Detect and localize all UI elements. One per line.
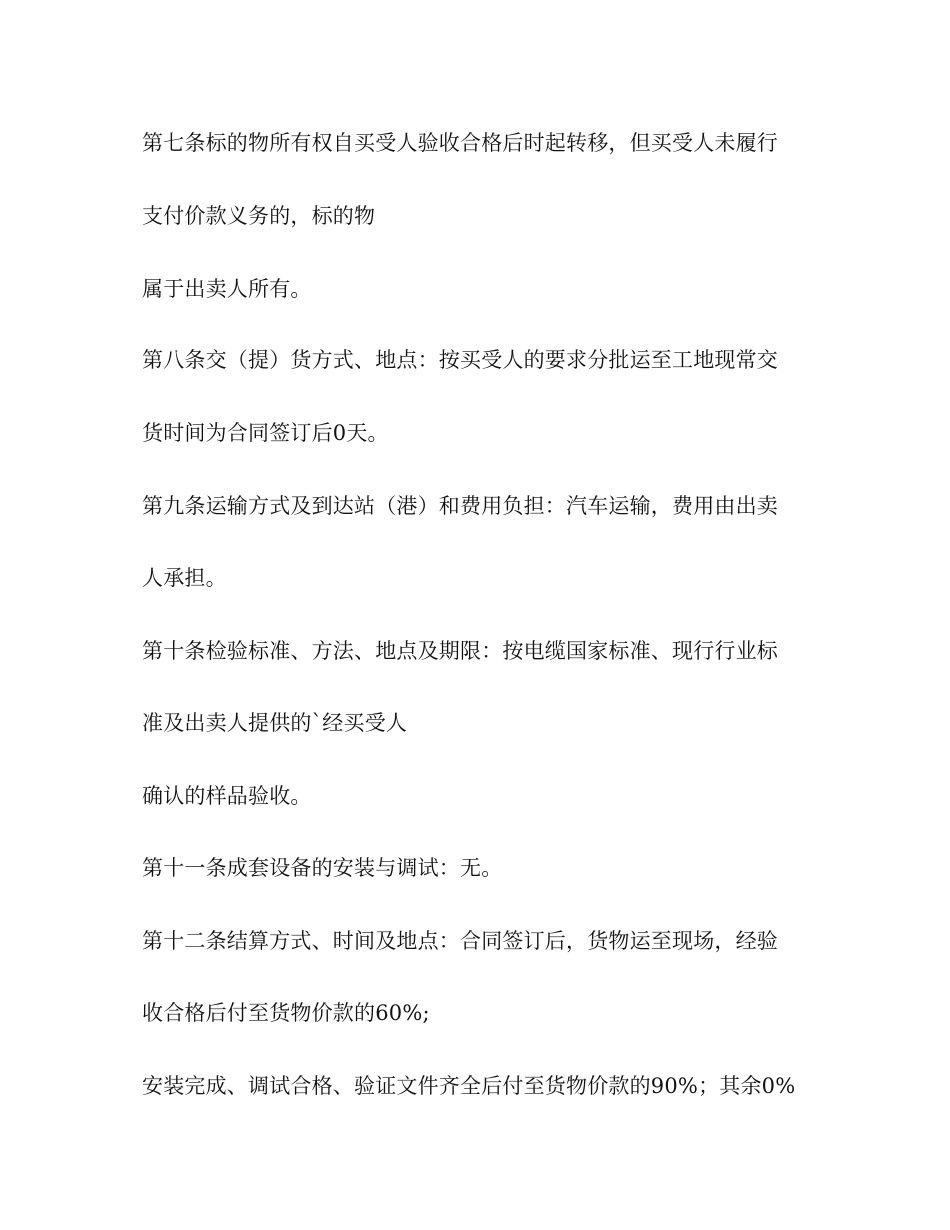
text-line: 第十条检验标准、方法、地点及期限：按电缆国家标准、现行行业标 bbox=[142, 639, 778, 663]
text-line: 第十二条结算方式、时间及地点：合同签订后，货物运至现场，经验 bbox=[142, 929, 778, 953]
text-line: 安装完成、调试合格、验证文件齐全后付至货物价款的90%；其余0% bbox=[142, 1074, 796, 1098]
text-line: 货时间为合同签订后0天。 bbox=[142, 421, 389, 445]
text-line: 第七条标的物所有权自买受人验收合格后时起转移，但买受人未履行 bbox=[142, 131, 778, 155]
text-line: 第十一条成套设备的安装与调试：无。 bbox=[142, 856, 503, 880]
text-line: 支付价款义务的，标的物 bbox=[142, 204, 376, 228]
text-line: 准及出卖人提供的`经买受人 bbox=[142, 711, 408, 735]
text-line: 属于出卖人所有。 bbox=[142, 277, 312, 301]
text-line: 人承担。 bbox=[142, 566, 227, 590]
text-line: 收合格后付至货物价款的60%; bbox=[142, 1001, 430, 1025]
text-line: 第九条运输方式及到达站（港）和费用负担：汽车运输，费用由出卖 bbox=[142, 494, 778, 518]
text-line: 确认的样品验收。 bbox=[142, 784, 312, 808]
text-line: 第八条交（提）货方式、地点：按买受人的要求分批运至工地现常交 bbox=[142, 348, 778, 372]
